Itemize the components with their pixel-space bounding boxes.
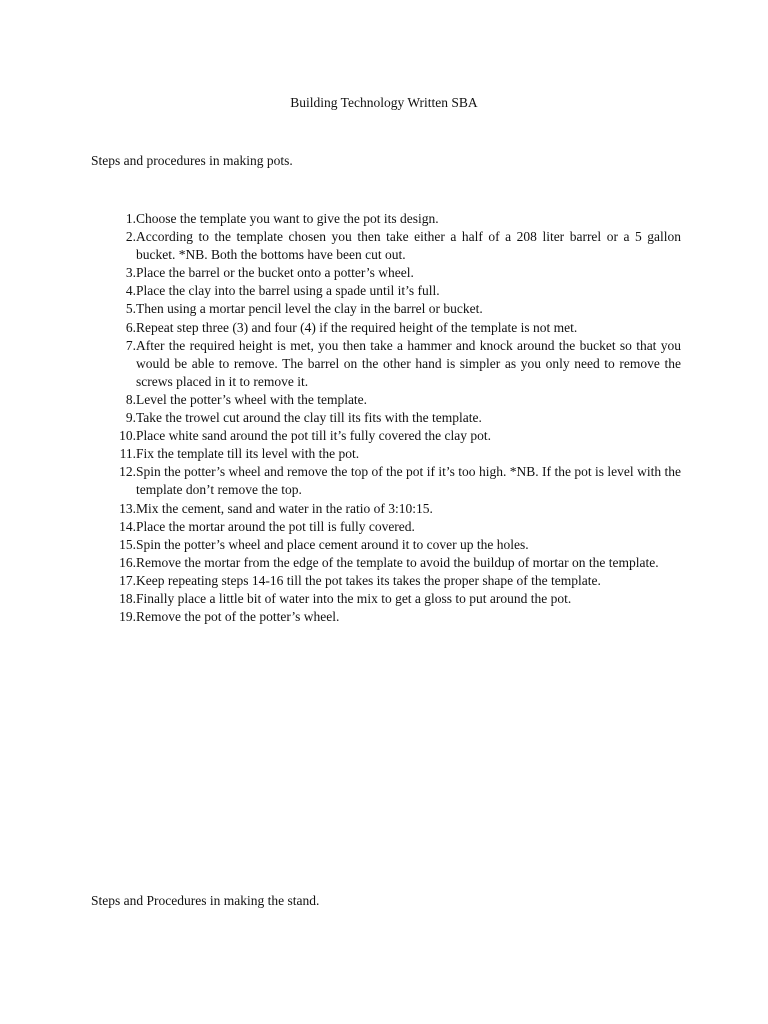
list-item xyxy=(91,210,681,228)
list-item-number: 1. xyxy=(125,211,136,226)
list-item xyxy=(91,463,681,499)
list-item-number: 2. xyxy=(125,229,136,245)
list-item xyxy=(91,590,681,608)
list-item-text: Fix the template till its level with the pot. xyxy=(136,446,360,462)
list-item-number: 18. xyxy=(119,590,136,606)
list-item-text: Place the mortar around the pot till is fully covered. xyxy=(136,518,415,534)
list-item xyxy=(91,500,681,518)
list-item-number: 9. xyxy=(125,410,136,426)
list-item xyxy=(91,409,681,427)
list-item xyxy=(91,427,681,445)
list-item xyxy=(91,264,681,282)
list-item-text: Mix the cement, sand and water in the ratio of 3:10:15. xyxy=(136,500,433,516)
list-item-number: 5. xyxy=(125,301,136,317)
list-item-number: 15. xyxy=(119,536,136,552)
section-heading-pots: Steps and procedures in making pots. xyxy=(91,153,293,168)
steps-list xyxy=(91,210,681,626)
list-item-number: 14. xyxy=(119,518,136,534)
list-item-text: Level the potter’s wheel with the template. xyxy=(136,391,368,407)
list-item-text: Place the clay into the barrel using a spade until it’s full. xyxy=(136,283,440,299)
list-item xyxy=(91,518,681,536)
list-item-number: 4. xyxy=(125,283,136,299)
list-item-text: Spin the potter’s wheel and remove the top of the pot if it’s too high. *NB. If the pot is level with the template don’t remove the top. xyxy=(136,464,681,498)
list-item-text: Keep repeating steps 14-16 till the pot takes its takes the proper shape of the template. xyxy=(136,572,601,588)
list-item-text: Choose the template you want to give the pot its design. xyxy=(136,211,439,226)
list-item xyxy=(91,608,681,626)
list-item xyxy=(91,391,681,409)
list-item xyxy=(91,319,681,337)
list-item-number: 16. xyxy=(119,554,136,570)
list-item-number: 7. xyxy=(125,337,136,353)
list-item-number: 19. xyxy=(119,609,136,625)
list-item-number: 13. xyxy=(119,500,136,516)
list-item xyxy=(91,536,681,554)
list-item xyxy=(91,554,681,572)
list-item-text: Place white sand around the pot till it’s fully covered the clay pot. xyxy=(136,428,492,444)
section-heading-stand: Steps and Procedures in making the stand. xyxy=(91,893,320,908)
list-item-number: 3. xyxy=(125,265,136,281)
list-item xyxy=(91,445,681,463)
list-item-text: Take the trowel cut around the clay till its fits with the template. xyxy=(136,410,482,426)
list-item-text: Finally place a little bit of water into the mix to get a gloss to put around the pot. xyxy=(136,590,572,606)
list-item xyxy=(91,300,681,318)
list-item-text: Spin the potter’s wheel and place cement around it to cover up the holes. xyxy=(136,536,529,552)
list-item-text: Remove the mortar from the edge of the template to avoid the buildup of mortar on the template. xyxy=(136,554,659,570)
document-title: Building Technology Written SBA xyxy=(290,95,478,110)
list-item xyxy=(91,282,681,300)
list-item-text: Remove the pot of the potter’s wheel. xyxy=(136,609,340,625)
list-item-text: After the required height is met, you then take a hammer and knock around the bucket so that you would be able to remove. The barrel on the other hand is simpler as you only need to remove the screws placed in it to remove it. xyxy=(136,337,681,389)
list-item-text: Then using a mortar pencil level the clay in the barrel or bucket. xyxy=(136,301,483,317)
list-item-number: 6. xyxy=(125,319,136,335)
list-item-text: According to the template chosen you then take either a half of a 208 liter barrel or a 5 gallon bucket. *NB. Both the bottoms have been cut out. xyxy=(136,229,681,263)
list-item-number: 12. xyxy=(119,464,136,480)
list-item xyxy=(91,572,681,590)
list-item xyxy=(91,228,681,264)
list-item-number: 17. xyxy=(119,572,136,588)
list-item-number: 11. xyxy=(119,446,136,462)
list-item-text: Place the barrel or the bucket onto a potter’s wheel. xyxy=(136,265,414,281)
list-item xyxy=(91,337,681,391)
list-item-text: Repeat step three (3) and four (4) if the required height of the template is not met. xyxy=(136,319,578,335)
list-item-number: 8. xyxy=(125,391,136,407)
list-item-number: 10. xyxy=(119,428,136,444)
